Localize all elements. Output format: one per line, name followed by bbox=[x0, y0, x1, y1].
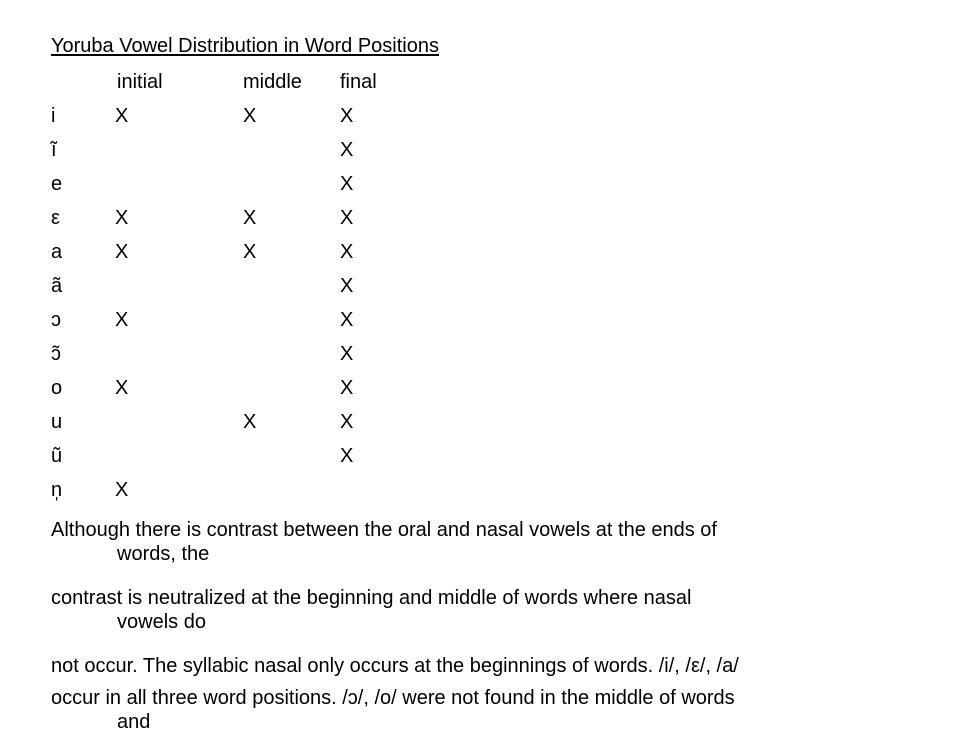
vowel-cell: i bbox=[51, 105, 56, 127]
vowel-cell: ũ bbox=[51, 445, 63, 467]
paragraph-line-continued: vowels do bbox=[117, 611, 206, 633]
page-title: Yoruba Vowel Distribution in Word Positions bbox=[51, 35, 439, 57]
middle-cell: X bbox=[243, 207, 257, 229]
paragraph-line: Although there is contrast between the oral and nasal vowels at the ends of bbox=[51, 519, 717, 541]
final-cell: X bbox=[340, 139, 354, 161]
header-final: final bbox=[340, 71, 377, 93]
final-cell: X bbox=[340, 309, 354, 331]
middle-cell: X bbox=[243, 411, 257, 433]
vowel-cell: u bbox=[51, 411, 63, 433]
vowel-cell: ɔ̃ bbox=[51, 343, 61, 365]
header-middle: middle bbox=[243, 71, 302, 93]
paragraph bbox=[51, 518, 911, 566]
paragraph-line: occur in all three word positions. /ɔ/, /o/ were not found in the middle of words bbox=[51, 687, 735, 709]
final-cell: X bbox=[340, 411, 354, 433]
vowel-cell: ε bbox=[51, 207, 60, 229]
initial-cell: X bbox=[115, 479, 129, 501]
final-cell: X bbox=[340, 173, 354, 195]
final-cell: X bbox=[340, 105, 354, 127]
vowel-cell: o bbox=[51, 377, 63, 399]
paragraph bbox=[51, 686, 911, 734]
vowel-cell: e bbox=[51, 173, 63, 195]
initial-cell: X bbox=[115, 377, 129, 399]
header-initial: initial bbox=[117, 71, 163, 93]
initial-cell: X bbox=[115, 207, 129, 229]
paragraph bbox=[51, 586, 911, 634]
paragraph-line: not occur. The syllabic nasal only occurs at the beginnings of words. /i/, /ε/, /a/ bbox=[51, 655, 739, 677]
initial-cell: X bbox=[115, 309, 129, 331]
final-cell: X bbox=[340, 275, 354, 297]
final-cell: X bbox=[340, 241, 354, 263]
paragraph bbox=[51, 654, 911, 678]
paragraph-line: contrast is neutralized at the beginning and middle of words where nasal bbox=[51, 587, 692, 609]
vowel-cell: n̩ bbox=[51, 479, 63, 501]
final-cell: X bbox=[340, 207, 354, 229]
paragraph-line-continued: and bbox=[117, 711, 151, 733]
final-cell: X bbox=[340, 377, 354, 399]
paragraph-line-continued: words, the bbox=[117, 543, 210, 565]
middle-cell: X bbox=[243, 105, 257, 127]
final-cell: X bbox=[340, 445, 354, 467]
vowel-cell: ã bbox=[51, 275, 63, 297]
final-cell: X bbox=[340, 343, 354, 365]
vowel-cell: a bbox=[51, 241, 63, 263]
vowel-cell: ĩ bbox=[51, 139, 57, 161]
initial-cell: X bbox=[115, 241, 129, 263]
vowel-cell: ɔ bbox=[51, 309, 61, 331]
initial-cell: X bbox=[115, 105, 129, 127]
middle-cell: X bbox=[243, 241, 257, 263]
